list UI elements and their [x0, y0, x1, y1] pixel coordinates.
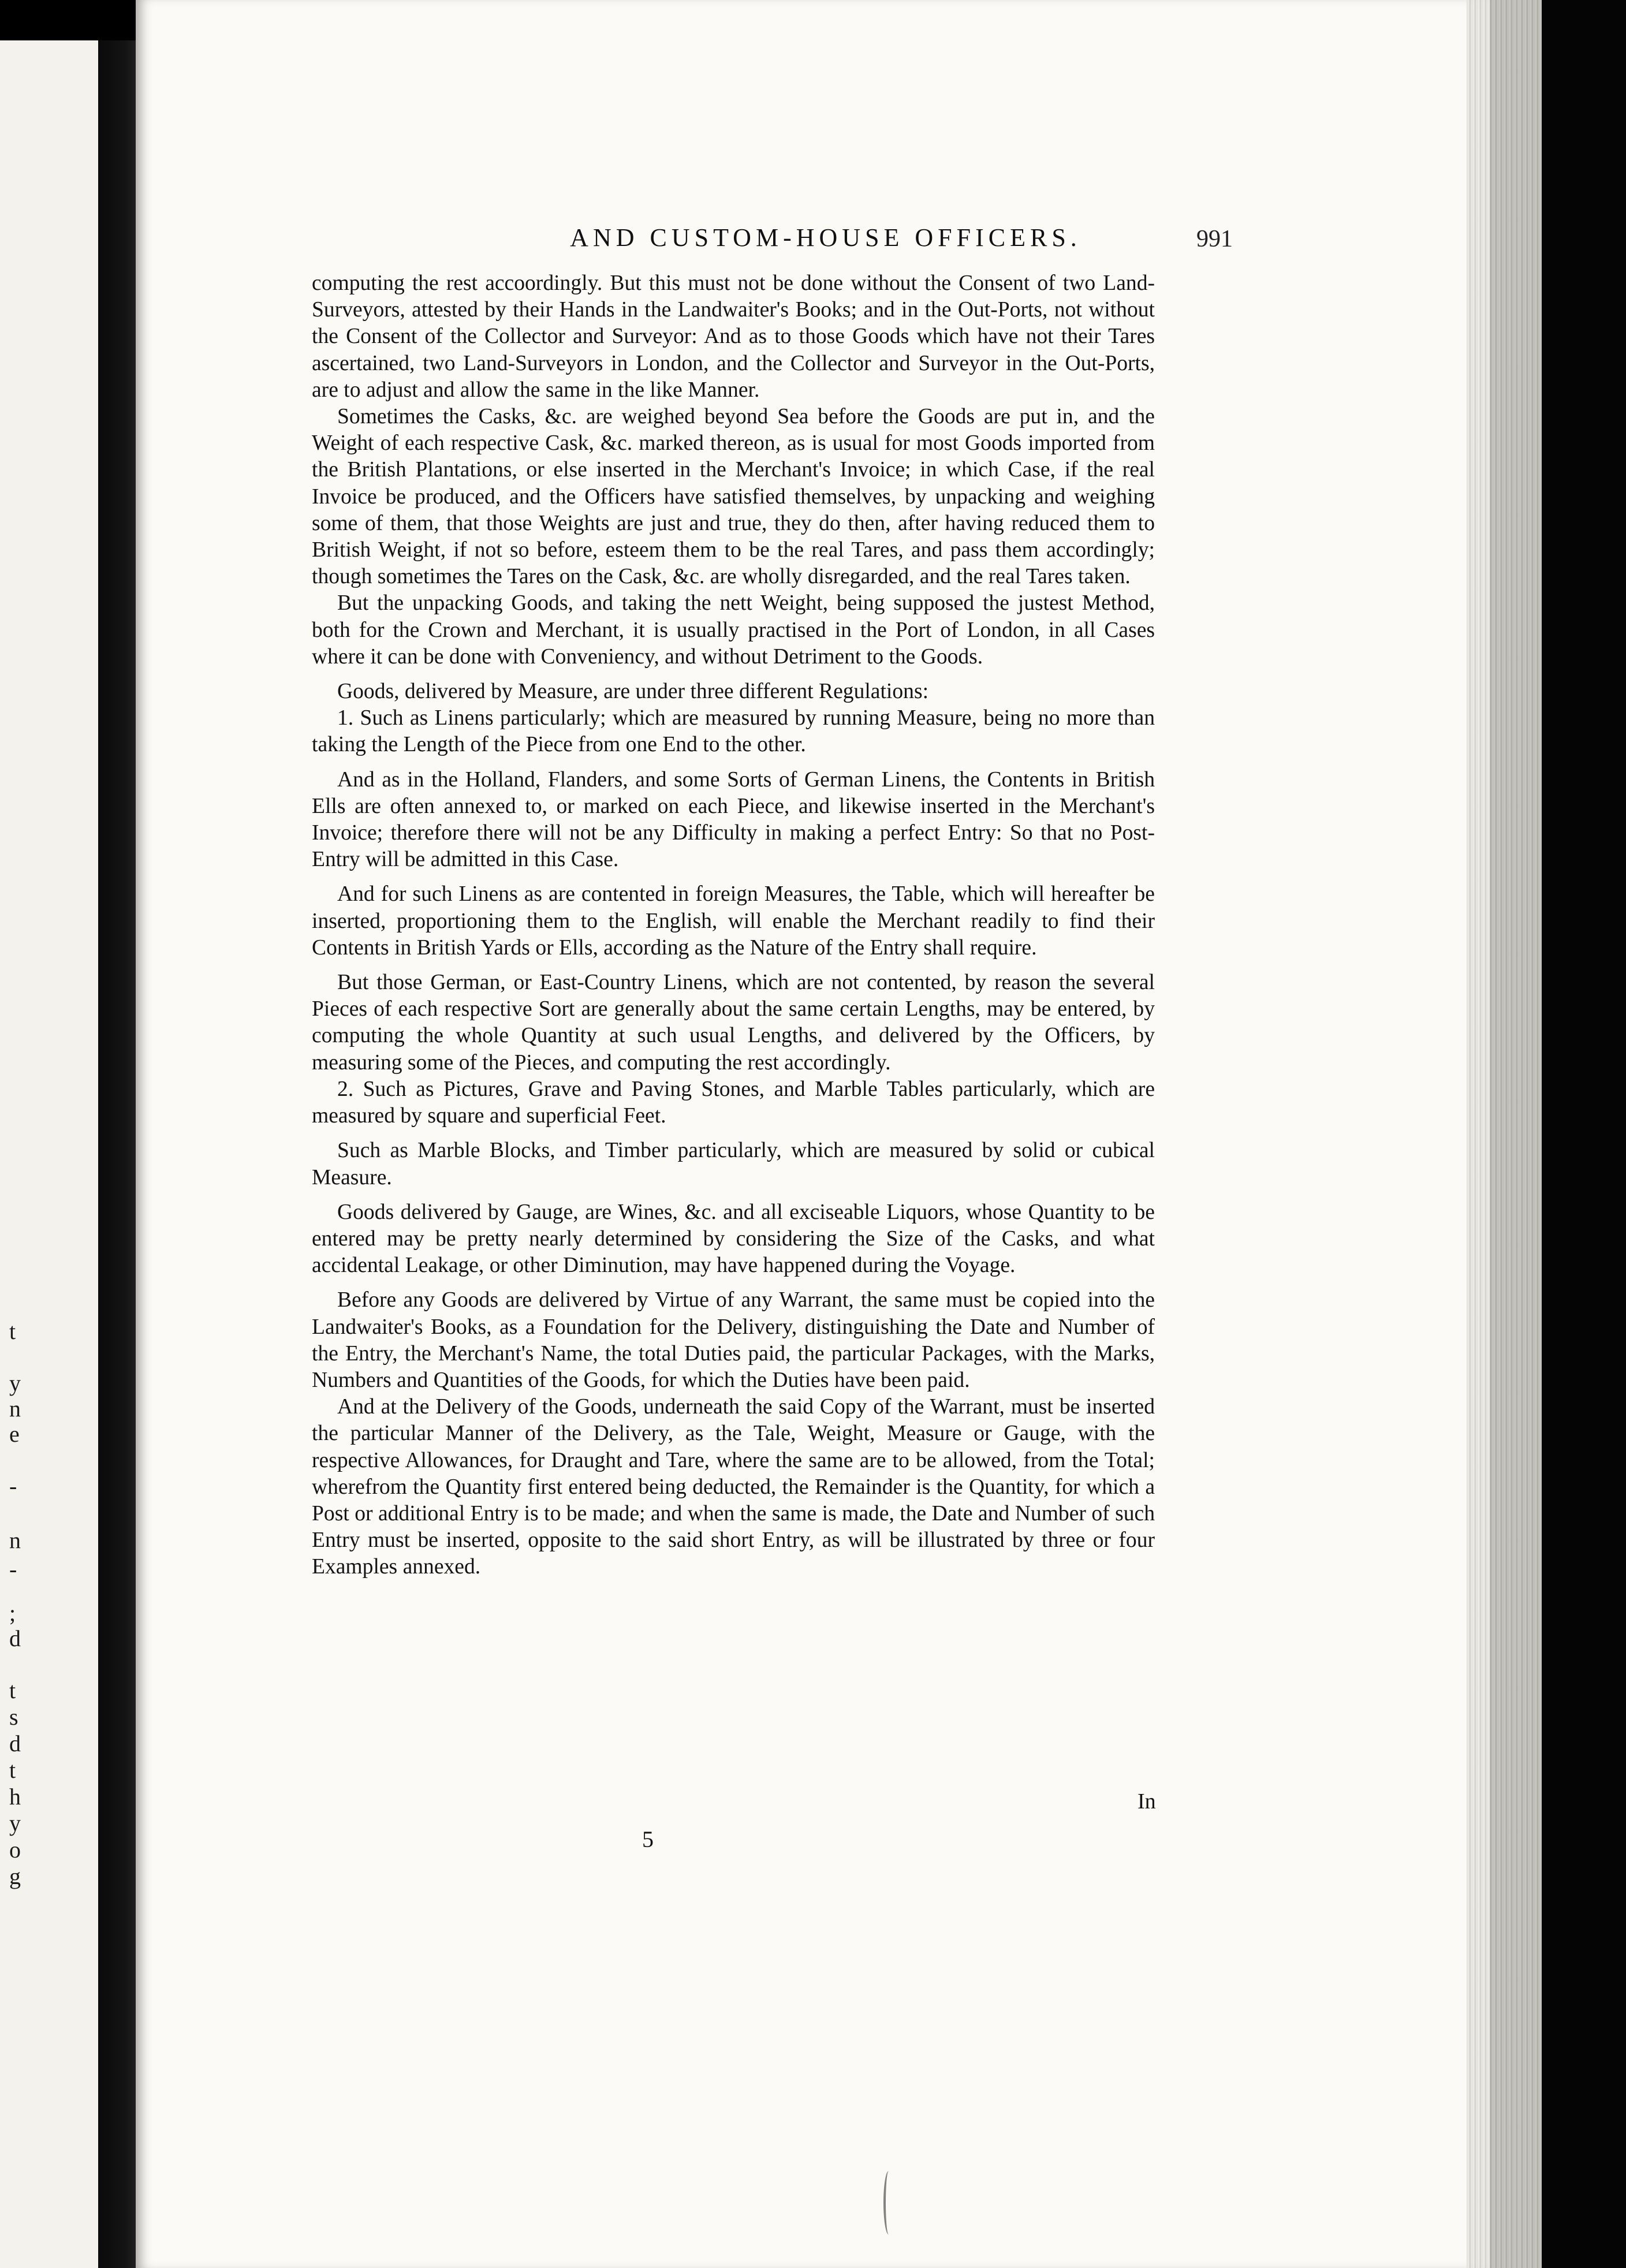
facing-page-char: n	[9, 1396, 21, 1422]
facing-page-char: ;	[9, 1600, 16, 1626]
paragraph: Goods delivered by Gauge, are Wines, &c. and all exciseable Liquors, whose Quantity to be entered may be pretty nearly determined by considering the Size of the Casks, and what accidental Leakage, or other Diminution, may have happened during the Voyage.	[312, 1200, 1155, 1278]
pen-mark	[883, 2171, 894, 2235]
paragraph: 1. Such as Linens particularly; which are measured by running Measure, being no more than taking the Length of the Piece from one End to the other.	[312, 706, 1155, 757]
facing-page-char: o	[9, 1837, 21, 1863]
facing-page-char: t	[9, 1318, 16, 1344]
facing-page-char: -	[9, 1473, 17, 1499]
catchword: In	[1138, 1789, 1156, 1814]
paragraph: But the unpacking Goods, and taking the nett Weight, being supposed the justest Method, both for the Crown and Merchant, it is usually practised in the Port of London, in all Cases where it can be done with Conveniency, and without Detriment to the Goods.	[312, 591, 1155, 669]
facing-page-char: g	[9, 1863, 21, 1889]
facing-page-char: n	[9, 1527, 21, 1553]
scan-border	[1542, 0, 1626, 2268]
paragraph: computing the rest accoordingly. But this must not be done without the Consent of two Land-Surveyors, attested by their Hands in the Landwaiter's Books; and in the Out-Ports, not without the Consent of the Collector and Surveyor: And as to those Goods which have not their Tares ascertained, two Land-Surveyors in London, and the Collector and Surveyor in the Out-Ports, are to adjust and allow the same in the like Manner.	[312, 271, 1155, 402]
facing-page-char: d	[9, 1625, 21, 1651]
paragraph: And for such Linens as are contented in foreign Measures, the Table, which will hereafter be inserted, proportioning them to the English, will enable the Merchant readily to find their Contents in British Yards or Ells, according as the Nature of the Entry shall require.	[312, 882, 1155, 960]
facing-page-char: y	[9, 1810, 21, 1836]
facing-page-char: s	[9, 1704, 18, 1730]
facing-page-char: d	[9, 1730, 21, 1756]
facing-page-char: h	[9, 1784, 21, 1810]
running-head: AND CUSTOM-HOUSE OFFICERS.	[570, 223, 1081, 252]
paragraph: 2. Such as Pictures, Grave and Paving Stones, and Marble Tables particularly, which are measured by square and superficial Feet.	[312, 1077, 1155, 1128]
body-text	[312, 270, 1155, 1581]
paragraph: But those German, or East-Country Linens, which are not contented, by reason the several Pieces of each respective Sort are generally about the same certain Lengths, may be entered, by computing the whole Quantity at such usual Lengths, and delivered by the Officers, by measuring some of the Pieces, and computing the rest accordingly.	[312, 971, 1155, 1075]
paragraph: And as in the Holland, Flanders, and some Sorts of German Linens, the Contents in British Ells are often annexed to, or marked on each Piece, and likewise inserted in the Merchant's Invoice; therefore there will not be any Difficulty in making a perfect Entry: So that no Post-Entry will be admitted in this Case.	[312, 767, 1155, 872]
paragraph: Sometimes the Casks, &c. are weighed beyond Sea before the Goods are put in, and the Weight of each respective Cask, &c. marked thereon, as is usual for most Goods imported from the British Plantations, or else inserted in the Merchant's Invoice; in which Case, if the real Invoice be produced, and the Officers have satisfied themselves, by unpacking and weighing some of them, that those Weights are just and true, they do then, after having reduced them to British Weight, if not so before, esteem them to be the real Tares, and pass them accordingly; though sometimes the Tares on the Cask, &c. are wholly disregarded, and the real Tares taken.	[312, 405, 1155, 589]
facing-page-char: t	[9, 1677, 16, 1703]
paragraph: Such as Marble Blocks, and Timber particularly, which are measured by solid or cubical Measure.	[312, 1139, 1155, 1189]
facing-page-char: t	[9, 1757, 16, 1783]
facing-page-char: y	[9, 1370, 21, 1396]
page-number: 991	[1196, 226, 1233, 252]
signature-mark: 5	[642, 1826, 654, 1852]
facing-page-sliver	[0, 40, 98, 2268]
facing-page-char: e	[9, 1421, 20, 1447]
facing-page-line-ends	[0, 40, 98, 2268]
paragraph: Goods, delivered by Measure, are under three different Regulations:	[337, 680, 929, 704]
facing-page-char: -	[9, 1556, 17, 1582]
page-edges	[1467, 0, 1542, 2268]
paragraph: Before any Goods are delivered by Virtue of any Warrant, the same must be copied into the Landwaiter's Books, as a Foundation for the Delivery, distinguishing the Date and Number of the Entry, the Merchant's Name, the total Duties paid, the particular Packages, with the Marks, Numbers and Quantities of the Goods, for which the Duties have been paid.	[312, 1288, 1155, 1392]
paragraph: And at the Delivery of the Goods, underneath the said Copy of the Warrant, must be inserted the particular Manner of the Delivery, as the Tale, Weight, Measure or Gauge, with the respective Allowances, for Draught and Tare, where the same are to be allowed, from the Total; wherefrom the Quantity first entered being deducted, the Remainder is the Quantity, for which a Post or additional Entry is to be made; and when the same is made, the Date and Number of such Entry must be inserted, opposite to the said short Entry, as will be illustrated by three or four Examples annexed.	[312, 1395, 1155, 1579]
